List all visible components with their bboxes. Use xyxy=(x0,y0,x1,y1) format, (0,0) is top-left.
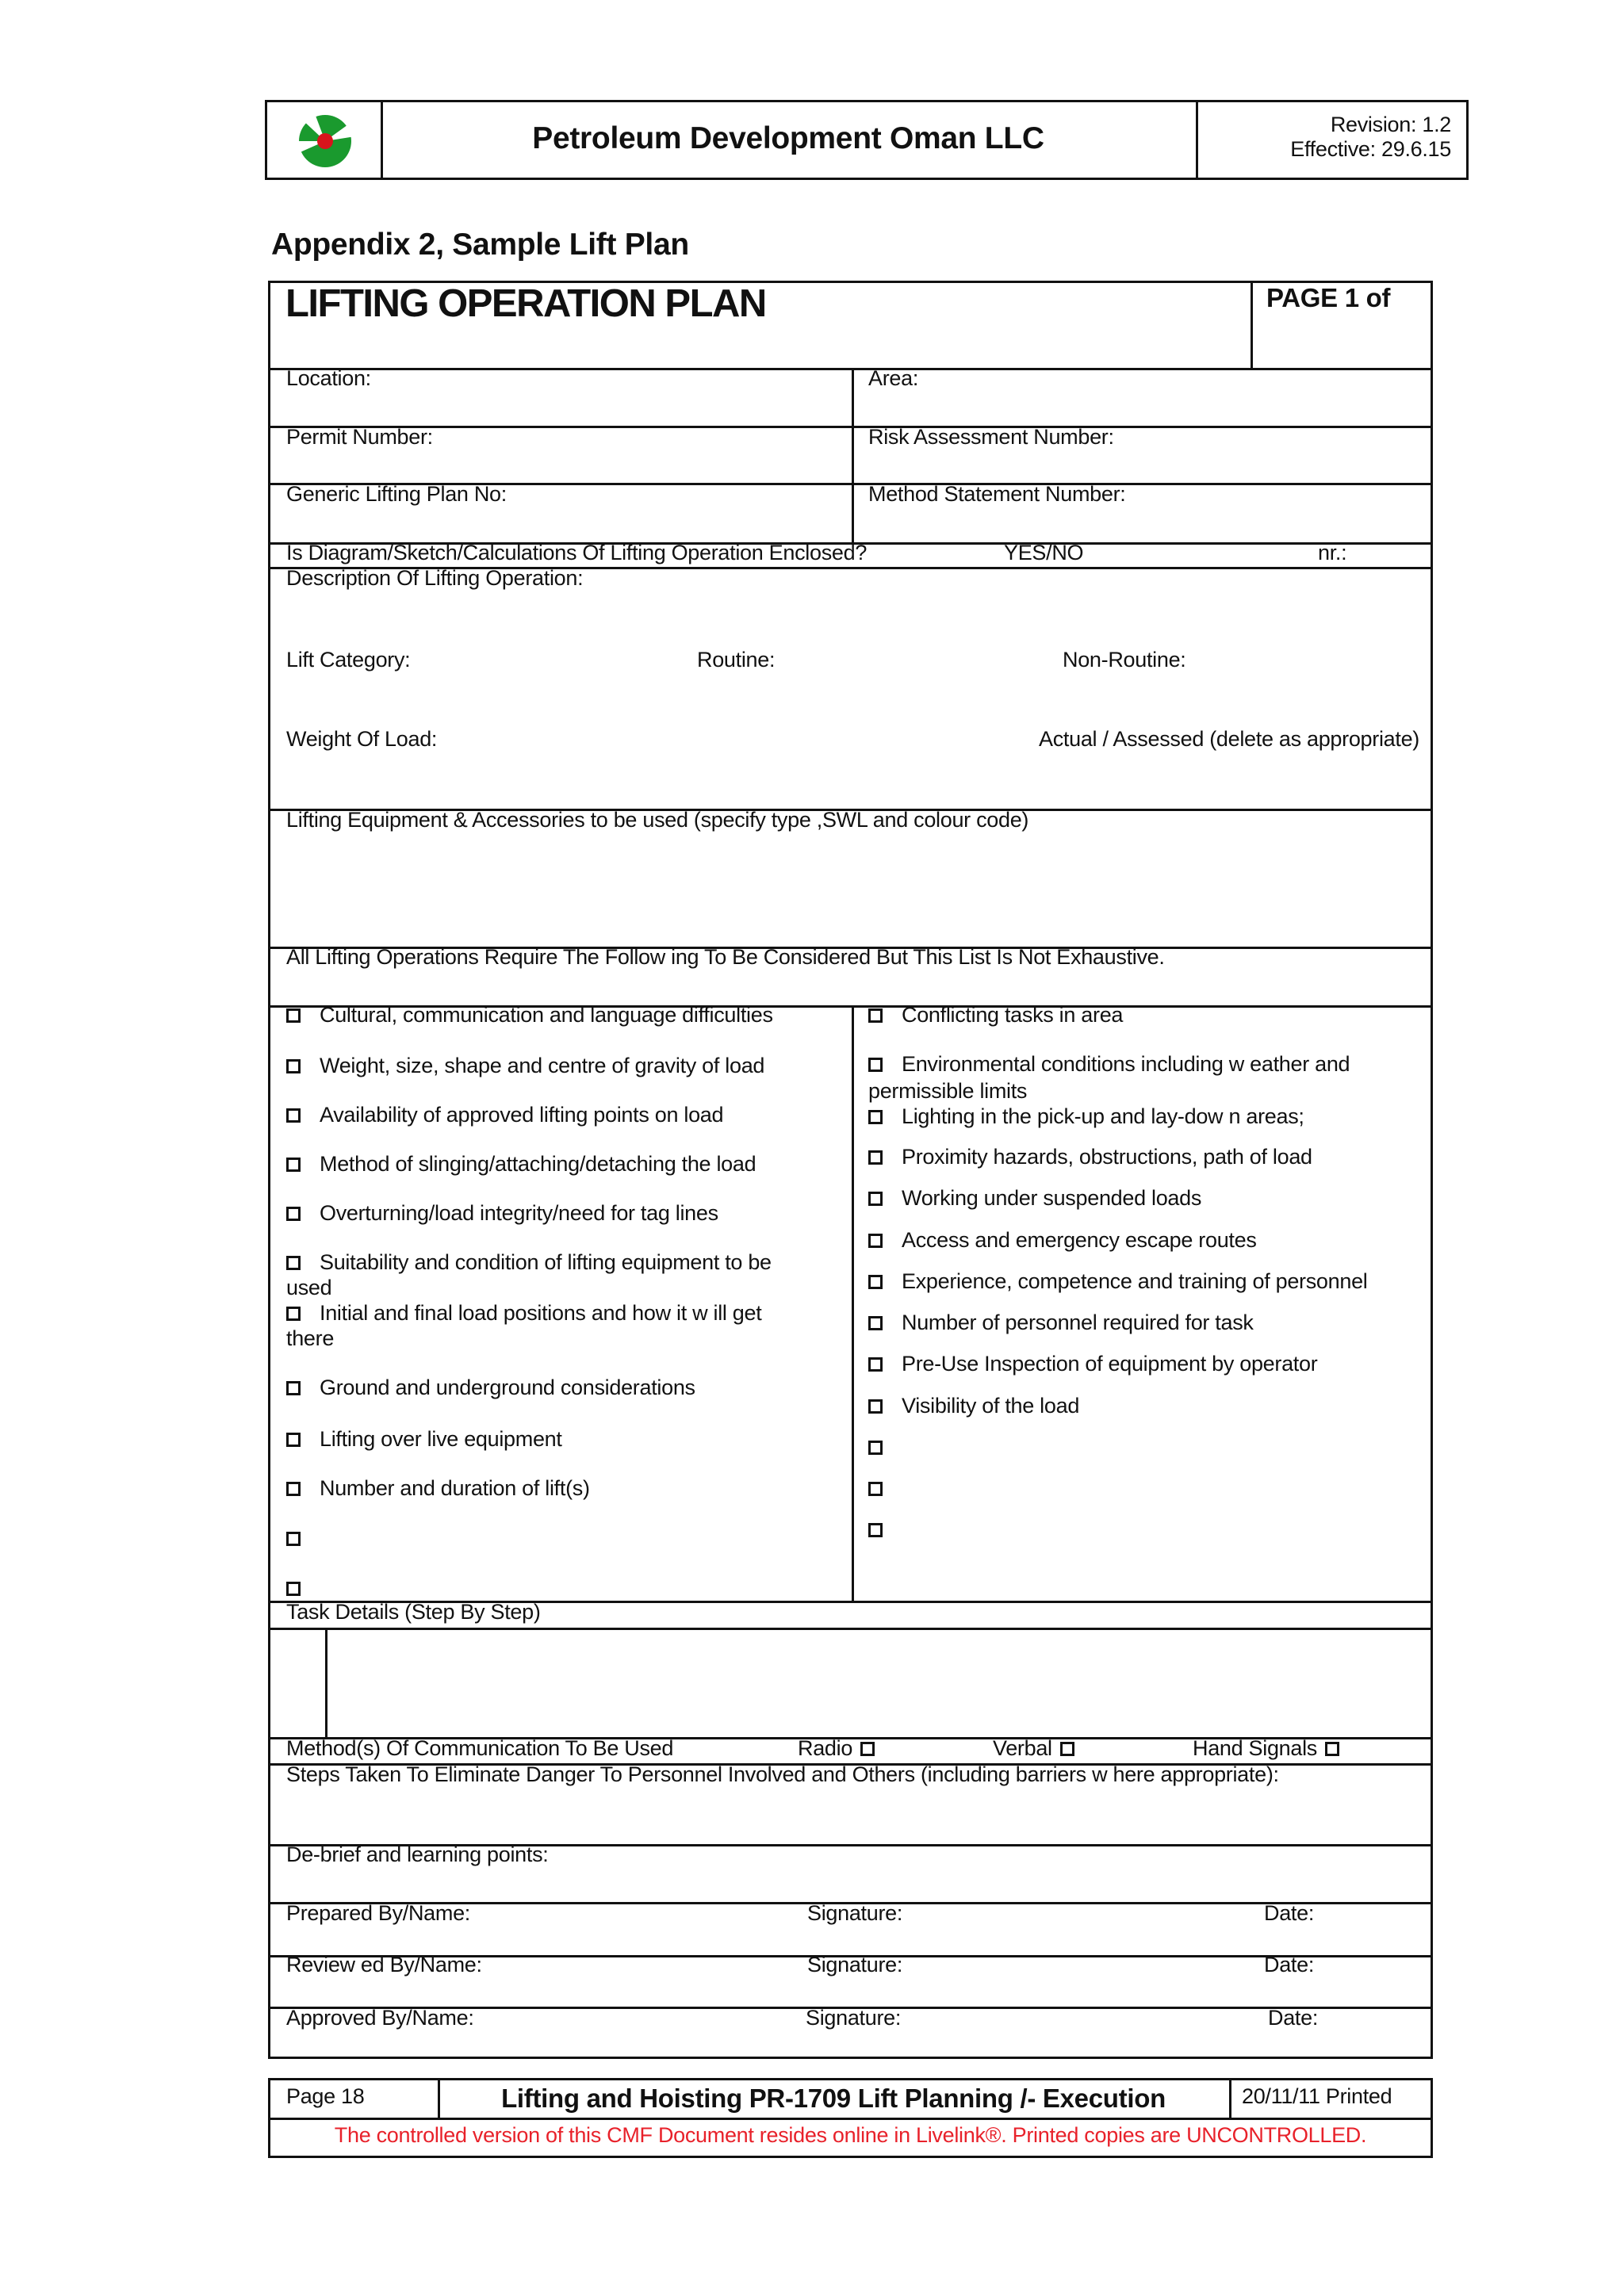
communication-label: Method(s) Of Communication To Be Used xyxy=(286,1736,674,1760)
checklist-item-empty[interactable] xyxy=(868,1517,902,1542)
revision-label: Revision: 1.2 xyxy=(1330,113,1451,136)
reviewed-signature-label[interactable]: Signature: xyxy=(807,1953,903,1976)
checkbox[interactable] xyxy=(868,1523,883,1537)
checklist-item[interactable]: Conflicting tasks in area xyxy=(868,1002,1123,1027)
checkbox[interactable] xyxy=(868,1441,883,1455)
checkbox[interactable] xyxy=(1060,1742,1074,1756)
checkbox[interactable] xyxy=(868,1192,883,1206)
form-title: LIFTING OPERATION PLAN xyxy=(285,282,766,325)
lift-category-label: Lift Category: xyxy=(286,648,411,672)
considerations-heading: All Lifting Operations Require The Follow ing To Be Considered But This List Is Not Exhaustive. xyxy=(286,945,1165,969)
approved-date-label[interactable]: Date: xyxy=(1268,2006,1319,2030)
permit-number-label[interactable]: Permit Number: xyxy=(286,425,433,449)
hand-signals-option[interactable]: Hand Signals xyxy=(1193,1735,1339,1761)
checkbox[interactable] xyxy=(868,1008,883,1023)
checkbox[interactable] xyxy=(868,1316,883,1330)
checklist-item-continued: there xyxy=(286,1326,335,1350)
checklist-item[interactable]: Access and emergency escape routes xyxy=(868,1227,1257,1253)
checklist-item-continued: permissible limits xyxy=(868,1079,1028,1103)
checklist-item[interactable]: Lifting over live equipment xyxy=(286,1426,562,1452)
checklist-item[interactable]: Visibility of the load xyxy=(868,1393,1079,1418)
checkbox[interactable] xyxy=(868,1275,883,1289)
weight-of-load-label[interactable]: Weight Of Load: xyxy=(286,727,438,751)
checkbox[interactable] xyxy=(286,1532,301,1546)
checkbox[interactable] xyxy=(286,1207,301,1221)
verbal-option[interactable]: Verbal xyxy=(993,1735,1074,1761)
checkbox[interactable] xyxy=(860,1742,875,1756)
checkbox[interactable] xyxy=(286,1256,301,1270)
location-label[interactable]: Location: xyxy=(286,366,371,390)
checkbox[interactable] xyxy=(286,1381,301,1395)
checkbox[interactable] xyxy=(286,1582,301,1596)
non-routine-label[interactable]: Non-Routine: xyxy=(1063,648,1186,672)
checklist-item-empty[interactable] xyxy=(868,1434,902,1460)
checkbox[interactable] xyxy=(868,1234,883,1248)
debrief-label[interactable]: De-brief and learning points: xyxy=(286,1843,549,1866)
equipment-label[interactable]: Lifting Equipment & Accessories to be used (specify type ,SWL and colour code) xyxy=(286,808,1029,832)
prepared-date-label[interactable]: Date: xyxy=(1264,1901,1315,1925)
method-statement-label[interactable]: Method Statement Number: xyxy=(868,482,1126,506)
nr-label[interactable]: nr.: xyxy=(1318,541,1347,564)
checkbox[interactable] xyxy=(286,1307,301,1321)
checklist-item[interactable]: Cultural, communication and language difficulties xyxy=(286,1002,773,1027)
company-name: Petroleum Development Oman LLC xyxy=(532,121,1044,155)
page-of-label: PAGE 1 of xyxy=(1266,283,1391,312)
pdo-logo xyxy=(292,113,358,170)
checklist-item[interactable]: Experience, competence and training of personnel xyxy=(868,1269,1367,1294)
checklist-item[interactable]: Suitability and condition of lifting equipment to be xyxy=(286,1249,772,1275)
footer-doc-title: Lifting and Hoisting PR-1709 Lift Planning /- Execution xyxy=(501,2084,1166,2113)
approved-signature-label[interactable]: Signature: xyxy=(806,2006,902,2030)
checkbox[interactable] xyxy=(286,1482,301,1496)
checklist-item[interactable]: Proximity hazards, obstructions, path of load xyxy=(868,1144,1312,1169)
appendix-title: Appendix 2, Sample Lift Plan xyxy=(271,228,689,262)
prepared-signature-label[interactable]: Signature: xyxy=(807,1901,903,1925)
checkbox[interactable] xyxy=(868,1110,883,1124)
radio-option[interactable]: Radio xyxy=(798,1735,875,1761)
description-label[interactable]: Description Of Lifting Operation: xyxy=(286,566,584,590)
effective-date: Effective: 29.6.15 xyxy=(1290,137,1451,161)
steps-taken-label[interactable]: Steps Taken To Eliminate Danger To Personnel Involved and Others (including barriers w here appropriate): xyxy=(286,1762,1279,1786)
checklist-item-empty[interactable] xyxy=(286,1525,320,1551)
risk-assessment-label[interactable]: Risk Assessment Number: xyxy=(868,425,1114,449)
footer-controlled-notice: The controlled version of this CMF Document resides online in Livelink®. Printed copies are UNCONTROLLED. xyxy=(334,2123,1367,2147)
task-details-label: Task Details (Step By Step) xyxy=(286,1600,541,1624)
checkbox[interactable] xyxy=(286,1108,301,1123)
checklist-item[interactable]: Environmental conditions including w eather and xyxy=(868,1051,1350,1077)
checkbox[interactable] xyxy=(868,1058,883,1072)
checklist-item[interactable]: Number of personnel required for task xyxy=(868,1310,1254,1335)
generic-plan-label[interactable]: Generic Lifting Plan No: xyxy=(286,482,507,506)
checkbox[interactable] xyxy=(286,1059,301,1073)
checklist-item[interactable]: Initial and final load positions and how it w ill get xyxy=(286,1300,761,1326)
checklist-item[interactable]: Lighting in the pick-up and lay-dow n areas; xyxy=(868,1104,1304,1129)
checklist-item[interactable]: Number and duration of lift(s) xyxy=(286,1475,590,1501)
checkbox[interactable] xyxy=(286,1433,301,1447)
diagram-question: Is Diagram/Sketch/Calculations Of Lifting Operation Enclosed? xyxy=(286,541,868,564)
approved-by-label[interactable]: Approved By/Name: xyxy=(286,2006,474,2030)
checklist-item[interactable]: Ground and underground considerations xyxy=(286,1375,695,1400)
yes-no-option[interactable]: YES/NO xyxy=(1004,541,1084,564)
actual-assessed-label[interactable]: Actual / Assessed (delete as appropriate) xyxy=(1039,727,1419,751)
checkbox[interactable] xyxy=(286,1158,301,1172)
checkbox[interactable] xyxy=(868,1399,883,1414)
area-label[interactable]: Area: xyxy=(868,366,919,390)
reviewed-by-label[interactable]: Review ed By/Name: xyxy=(286,1953,482,1976)
footer-page-number: Page 18 xyxy=(286,2084,365,2108)
checklist-item-continued: used xyxy=(286,1276,332,1299)
checklist-item[interactable]: Weight, size, shape and centre of gravity of load xyxy=(286,1053,764,1078)
checkbox[interactable] xyxy=(1325,1742,1339,1756)
checklist-item[interactable]: Availability of approved lifting points on load xyxy=(286,1102,723,1127)
checklist-item[interactable]: Method of slinging/attaching/detaching the load xyxy=(286,1151,756,1177)
checklist-item[interactable]: Working under suspended loads xyxy=(868,1185,1201,1211)
checklist-item[interactable]: Pre-Use Inspection of equipment by operator xyxy=(868,1351,1317,1376)
checklist-item-empty[interactable] xyxy=(286,1575,320,1601)
prepared-by-label[interactable]: Prepared By/Name: xyxy=(286,1901,471,1925)
checklist-item[interactable]: Overturning/load integrity/need for tag lines xyxy=(286,1200,718,1226)
footer-printed-date: 20/11/11 Printed xyxy=(1242,2084,1392,2108)
checkbox[interactable] xyxy=(868,1357,883,1372)
checklist-item-empty[interactable] xyxy=(868,1475,902,1501)
checkbox[interactable] xyxy=(286,1008,301,1023)
routine-label[interactable]: Routine: xyxy=(697,648,776,672)
checkbox[interactable] xyxy=(868,1482,883,1496)
checkbox[interactable] xyxy=(868,1150,883,1165)
reviewed-date-label[interactable]: Date: xyxy=(1264,1953,1315,1976)
